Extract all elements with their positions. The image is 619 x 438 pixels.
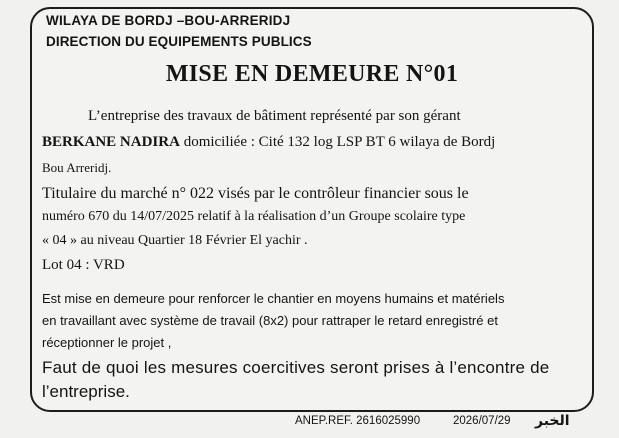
notice-frame (30, 7, 594, 412)
footer (295, 413, 613, 433)
domicile-text: domiciliée : Cité 132 log LSP BT 6 wilaya de Bordj (179, 134, 496, 150)
demand-line-1: Est mise en demeure pour renforcer le chantier en moyens humains et matériels (42, 291, 505, 306)
header-wilaya: WILAYA DE BORDJ –BOU-ARRERIDJ (46, 13, 291, 28)
manager-line (42, 134, 495, 151)
header-direction: DIRECTION DU EQUIPEMENTS PUBLICS (46, 34, 312, 49)
newspaper-logo: الخبر (535, 413, 570, 429)
anep-reference: ANEP.REF. 2616025990 (295, 415, 421, 427)
demand-line-2: en travaillant avec système de travail (8x2) pour rattraper le retard enregistré et (42, 313, 498, 328)
contract-line-3: « 04 » au niveau Quartier 18 Février El yachir . (42, 233, 308, 248)
notice-title: MISE EN DEMEURE N°01 (165, 61, 459, 87)
contract-line-2: numéro 670 du 14/07/2025 relatif à la réalisation d’un Groupe scolaire type (42, 209, 466, 224)
domicile-continuation: Bou Arreridj. (42, 160, 112, 175)
contract-line-1: Titulaire du marché n° 022 visés par le contrôleur financier sous le (42, 185, 469, 202)
publication-date: 2026/07/29 (453, 415, 511, 427)
manager-name: BERKANE NADIRA (42, 134, 180, 150)
consequence-line-2: l’entreprise. (42, 382, 130, 401)
demand-line-3: réceptionner le projet , (42, 335, 172, 350)
intro-line: L’entreprise des travaux de bâtiment représenté par son gérant (88, 108, 461, 124)
consequence-line-1: Faut de quoi les mesures coercitives seront prises à l’encontre de (42, 358, 550, 377)
lot-line: Lot 04 : VRD (42, 257, 125, 273)
